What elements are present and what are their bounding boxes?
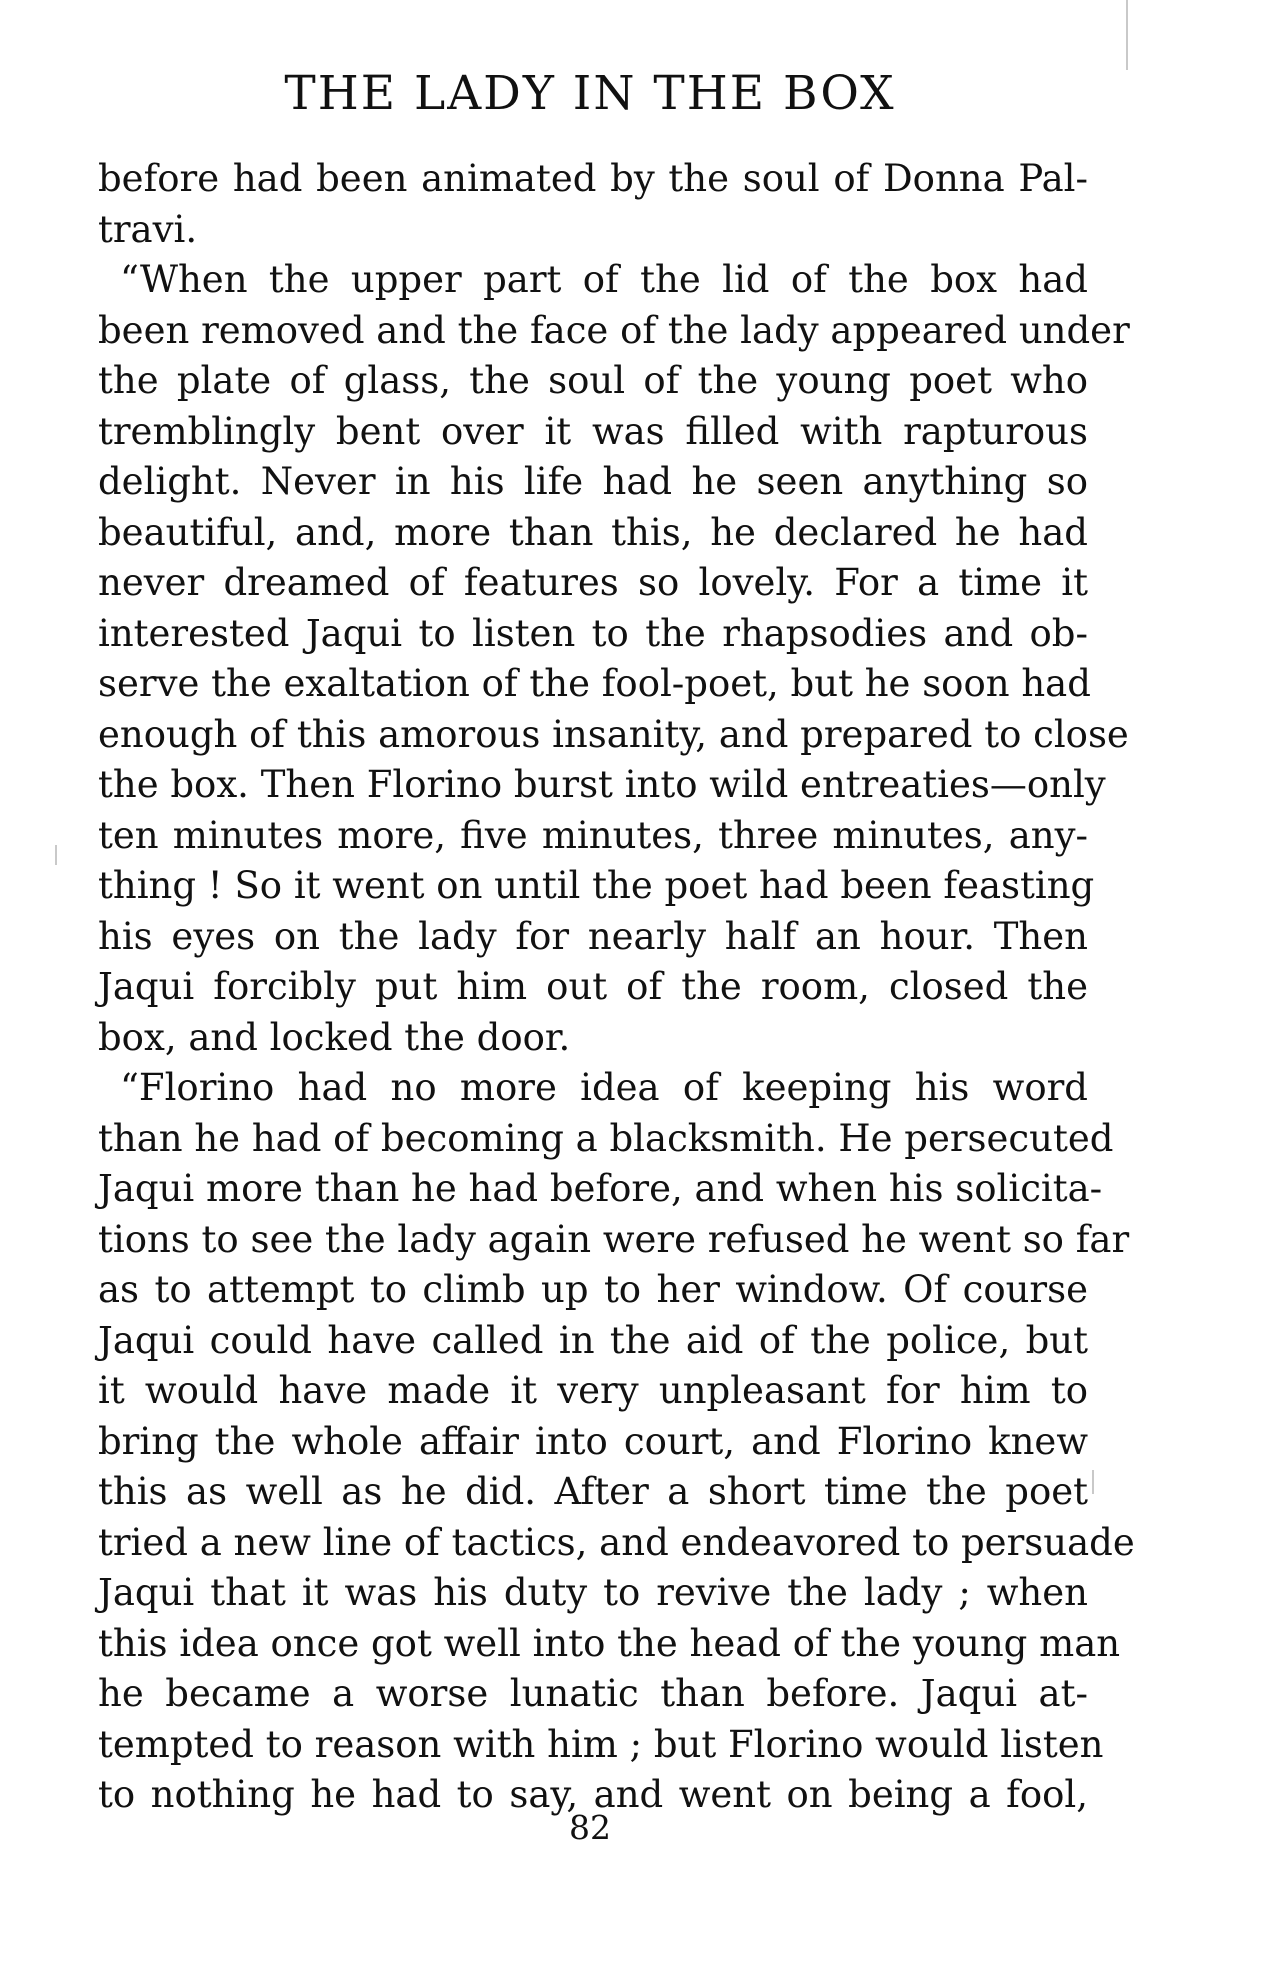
running-head: THE LADY IN THE BOX [284, 66, 896, 121]
text-line: tions to see the lady again were refused he went so far [98, 1217, 1130, 1261]
text-line: tried a new line of tactics, and endeavored to persuade [98, 1520, 1135, 1564]
text-line: Jaqui forcibly put him out of the room, closed the [98, 965, 1088, 1008]
text-line: beautiful, and, more than this, he declared he had [98, 510, 1088, 554]
text-line: “Florino had no more idea of keeping his word [120, 1066, 1088, 1109]
text-line: the plate of glass, the soul of the young poet who [98, 359, 1088, 402]
text-line: before had been animated by the soul of Donna Pal- [98, 157, 1088, 200]
body-text [98, 154, 1135, 1821]
text-line: as to attempt to climb up to her window. Of course [98, 1268, 1088, 1311]
text-line: this as well as he did. After a short time the poet [98, 1470, 1088, 1513]
text-line: it would have made it very unpleasant for him to [98, 1369, 1088, 1412]
text-line: never dreamed of features so lovely. For a time it [98, 561, 1088, 604]
text-line: thing ! So it went on until the poet had been feasting [98, 864, 1095, 907]
text-line: tempted to reason with him ; but Florino would listen [98, 1722, 1104, 1766]
page-edge-speck [55, 845, 57, 865]
page-edge-speck [1092, 1470, 1094, 1494]
text-line: to nothing he had to say, and went on being a fool, [98, 1773, 1088, 1816]
text-line: “When the upper part of the lid of the box had [120, 258, 1088, 301]
text-line: box, and locked the door. [98, 1015, 571, 1059]
text-line: ten minutes more, five minutes, three minutes, any- [98, 813, 1088, 857]
text-line: Jaqui could have called in the aid of the police, but [98, 1318, 1088, 1362]
text-line: travi. [98, 207, 198, 251]
text-line: enough of this amorous insanity, and prepared to close [98, 712, 1129, 756]
page-edge-mark [1126, 0, 1128, 70]
page-number: 82 [569, 1808, 611, 1847]
text-line: Jaqui that it was his duty to revive the lady ; when [98, 1571, 1088, 1614]
text-line: his eyes on the lady for nearly half an hour. Then [98, 914, 1088, 958]
text-line: than he had of becoming a blacksmith. He persecuted [98, 1116, 1114, 1160]
text-line: this idea once got well into the head of the young man [98, 1621, 1121, 1665]
text-line: serve the exaltation of the fool-poet, but he soon had [98, 662, 1091, 705]
text-line: tremblingly bent over it was filled with rapturous [98, 409, 1088, 453]
text-line: delight. Never in his life had he seen anything so [98, 460, 1088, 503]
text-line: interested Jaqui to listen to the rhapsodies and ob- [98, 611, 1088, 655]
text-line: bring the whole affair into court, and Florino knew [98, 1419, 1088, 1463]
text-line: been removed and the face of the lady appeared under [98, 308, 1130, 352]
text-line: he became a worse lunatic than before. Jaqui at- [98, 1672, 1088, 1715]
text-line: the box. Then Florino burst into wild entreaties—only [98, 763, 1106, 806]
text-line: Jaqui more than he had before, and when his solicita- [98, 1167, 1103, 1210]
